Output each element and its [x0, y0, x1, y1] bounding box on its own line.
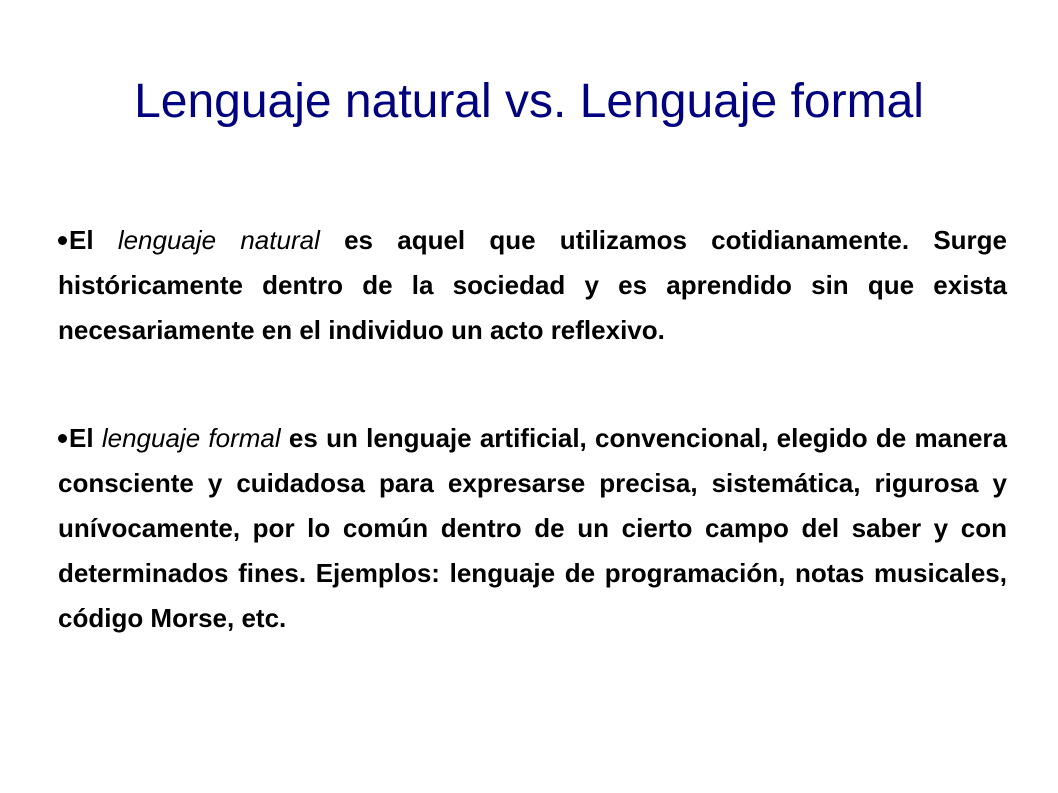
- bullet-lead: El: [69, 423, 94, 453]
- bullet-text: es un lenguaje artificial, convencional, elegido de manera consciente y cuidadosa para expresarse precisa, sistemática, rigurosa y unívocamente, por lo común dentro de un cierto campo del saber y con determinados fines. Ejemplos: lenguaje de programación, notas musicales, código Morse, etc.: [58, 423, 1008, 633]
- bullet-text: es aquel que utilizamos cotidianamente. Surge históricamente dentro de la sociedad y es aprendido sin que exista necesariamente en el individuo un acto reflexivo.: [58, 225, 1007, 345]
- bullet-term: lenguaje formal: [101, 423, 281, 453]
- bullet-lead: El: [69, 225, 94, 255]
- bullet-term: lenguaje natural: [117, 225, 320, 255]
- bullet-formal-language: [58, 416, 1007, 641]
- bullet-list: [58, 218, 1007, 641]
- slide-title: Lenguaje natural vs. Lenguaje formal: [134, 75, 924, 128]
- bullet-dot-icon: [58, 236, 67, 245]
- bullet-dot-icon: [58, 434, 67, 443]
- bullet-natural-language: [58, 218, 1007, 353]
